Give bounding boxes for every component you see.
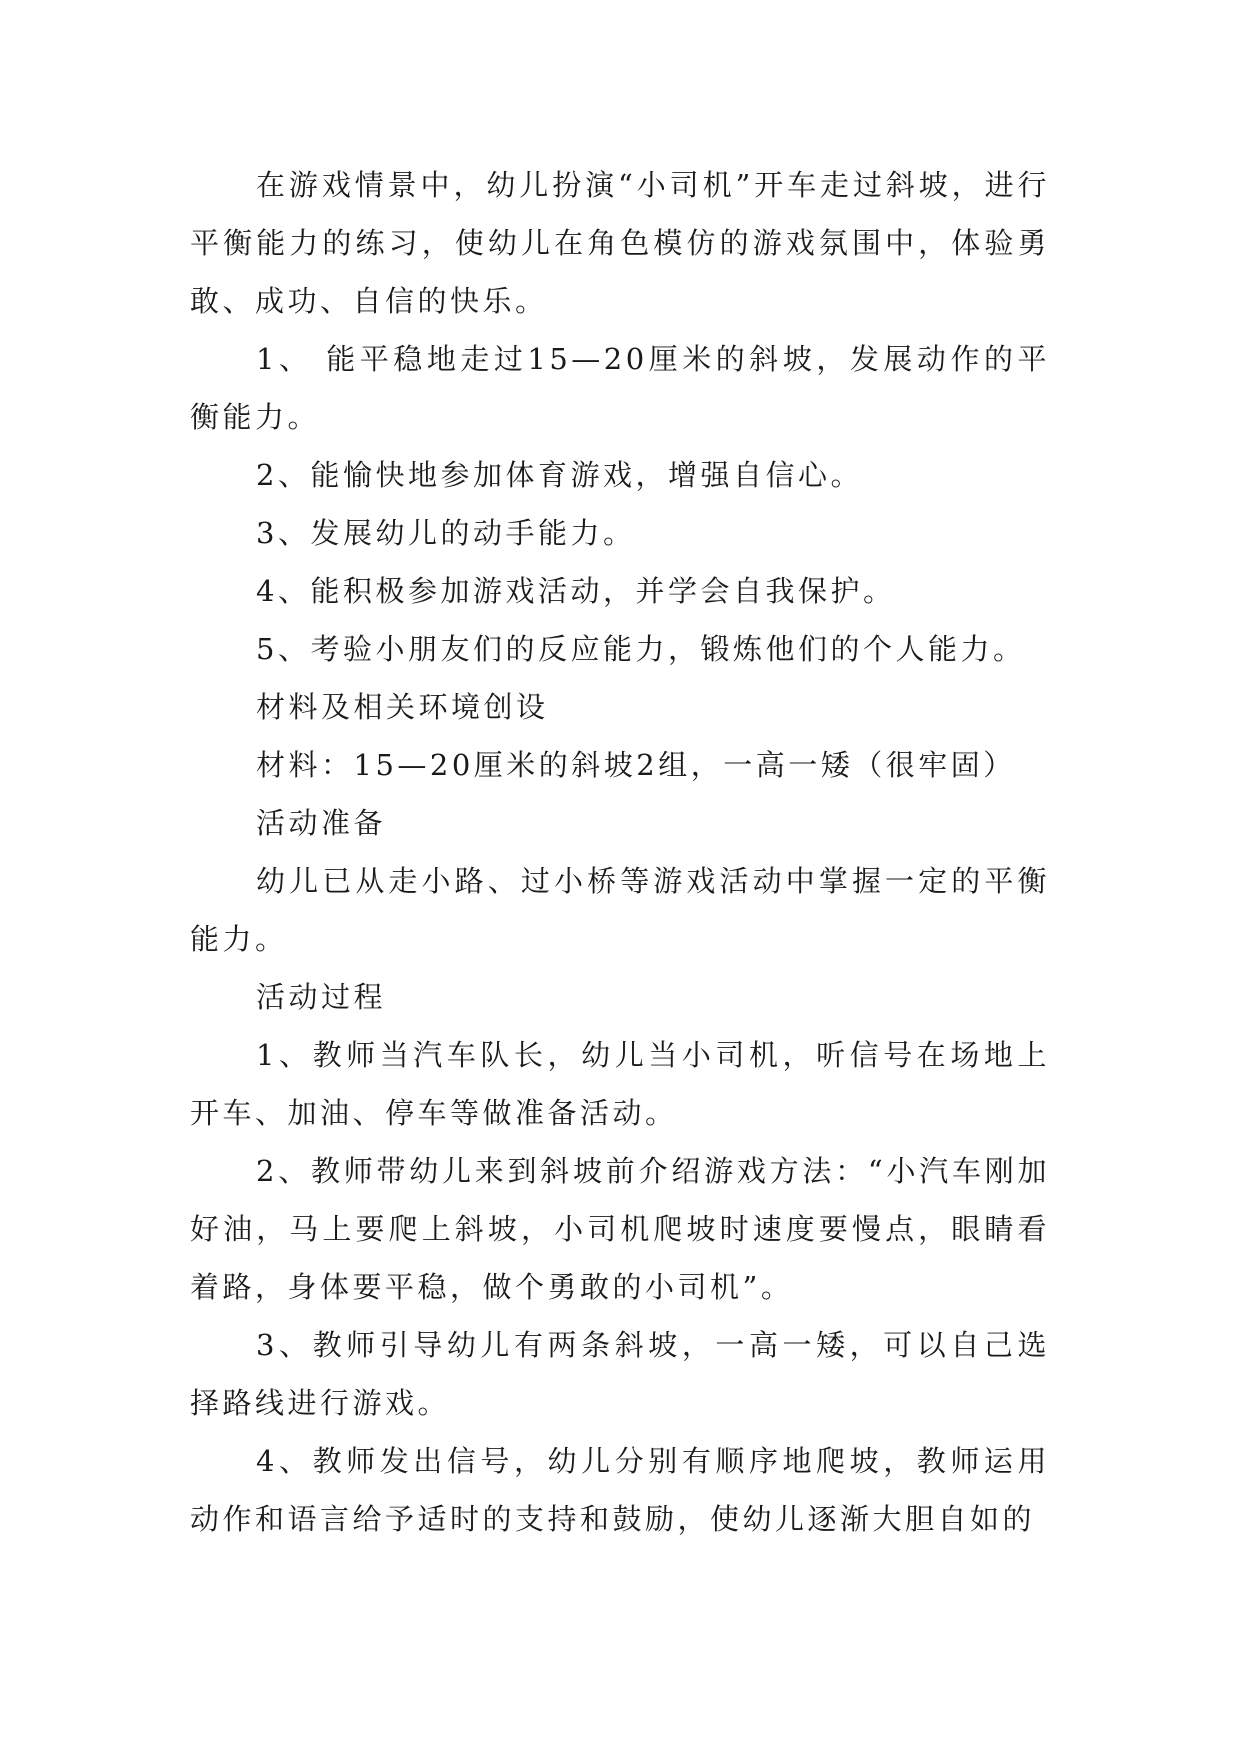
section-heading-process: 活动过程 bbox=[256, 980, 387, 1014]
intro-paragraph: 在游戏情景中，幼儿扮演“小司机”开车走过斜坡，进行平衡能力的练习，使幼儿在角色模仿的游戏氛围中，体验勇敢、成功、自信的快乐。 bbox=[190, 168, 1050, 318]
process-step-1: 1、教师当汽车队长，幼儿当小司机，听信号在场地上开车、加油、停车等做准备活动。 bbox=[190, 1038, 1050, 1130]
section-heading-preparation: 活动准备 bbox=[256, 806, 387, 840]
goal-item-3: 3、发展幼儿的动手能力。 bbox=[256, 516, 636, 550]
section-heading-materials: 材料及相关环境创设 bbox=[256, 690, 549, 724]
process-step-4: 4、教师发出信号，幼儿分别有顺序地爬坡，教师运用动作和语言给予适时的支持和鼓励，使幼儿逐渐大胆自如的 bbox=[190, 1444, 1050, 1536]
document-body bbox=[190, 156, 1050, 1548]
process-step-3: 3、教师引导幼儿有两条斜坡，一高一矮，可以自己选择路线进行游戏。 bbox=[190, 1328, 1050, 1420]
process-step-2: 2、教师带幼儿来到斜坡前介绍游戏方法：“小汽车刚加好油，马上要爬上斜坡，小司机爬坡时速度要慢点，眼睛看着路，身体要平稳，做个勇敢的小司机”。 bbox=[190, 1154, 1050, 1304]
preparation-paragraph: 幼儿已从走小路、过小桥等游戏活动中掌握一定的平衡能力。 bbox=[190, 864, 1050, 956]
goal-item-5: 5、考验小朋友们的反应能力，锻炼他们的个人能力。 bbox=[256, 632, 1026, 666]
goal-item-1: 1、 能平稳地走过15—20厘米的斜坡，发展动作的平衡能力。 bbox=[190, 342, 1050, 434]
goal-item-2: 2、能愉快地参加体育游戏，增强自信心。 bbox=[256, 458, 863, 492]
materials-paragraph: 材料：15—20厘米的斜坡2组，一高一矮（很牢固） bbox=[256, 748, 1016, 782]
goal-item-4: 4、能积极参加游戏活动，并学会自我保护。 bbox=[256, 574, 896, 608]
